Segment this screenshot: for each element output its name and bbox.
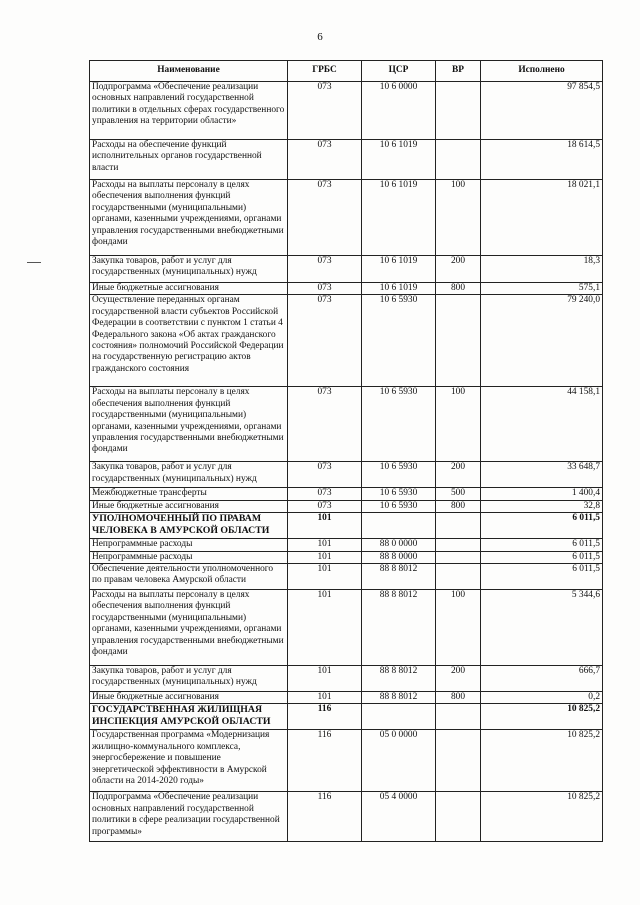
row-sum-cell: 0,2 xyxy=(481,692,603,704)
row-csr-cell: 88 0 0000 xyxy=(362,539,436,551)
table-row xyxy=(90,387,603,462)
row-csr-cell: 05 4 0000 xyxy=(362,792,436,842)
scan-edge-mark xyxy=(27,262,41,263)
header-name: Наименование xyxy=(90,61,288,82)
row-name-cell: УПОЛНОМОЧЕННЫЙ ПО ПРАВАМ ЧЕЛОВЕКА В АМУРСКОЙ ОБЛАСТИ xyxy=(90,513,288,539)
row-csr-cell xyxy=(362,704,436,730)
row-vr-cell: 100 xyxy=(436,387,481,462)
row-sum-cell: 10 825,2 xyxy=(481,730,603,792)
row-name-cell: Расходы на выплаты персоналу в целях обеспечения выполнения функций государственными (муниципальными) органами, казенными учреждениями, органами управления государственными внебюджетными фондами xyxy=(90,590,288,666)
table-row xyxy=(90,488,603,500)
row-grbs-cell: 073 xyxy=(288,256,362,283)
header-csr: ЦСР xyxy=(362,61,436,82)
row-sum-cell: 18,3 xyxy=(481,256,603,283)
row-vr-cell: 200 xyxy=(436,666,481,692)
row-name-cell: Осуществление переданных органам государственной власти субъектов Российской Федерации в соответствии с пунктом 1 статьи 4 Федерального закона «Об актах гражданского состояния» полномочий Российской Федерации на государственную регистрацию актов гражданского состояния xyxy=(90,295,288,387)
table-row xyxy=(90,140,603,180)
row-vr-cell xyxy=(436,82,481,140)
table-row xyxy=(90,462,603,488)
row-grbs-cell: 101 xyxy=(288,513,362,539)
row-name-cell: Обеспечение деятельности уполномоченного по правам человека Амурской области xyxy=(90,564,288,590)
table-row xyxy=(90,180,603,256)
row-vr-cell xyxy=(436,295,481,387)
row-sum-cell: 6 011,5 xyxy=(481,551,603,563)
page-number: 6 xyxy=(317,31,323,43)
table-row xyxy=(90,513,603,539)
row-csr-cell xyxy=(362,513,436,539)
row-csr-cell: 10 6 1019 xyxy=(362,140,436,180)
row-vr-cell xyxy=(436,704,481,730)
row-sum-cell: 1 400,4 xyxy=(481,488,603,500)
row-sum-cell: 575,1 xyxy=(481,283,603,295)
row-name-cell: Расходы на выплаты персоналу в целях обеспечения выполнения функций государственными (муниципальными) органами, казенными учреждениями, органами управления государственными внебюджетными фондами xyxy=(90,387,288,462)
row-vr-cell xyxy=(436,564,481,590)
header-vr: ВР xyxy=(436,61,481,82)
row-name-cell: Закупка товаров, работ и услуг для государственных (муниципальных) нужд xyxy=(90,462,288,488)
row-csr-cell: 10 6 1019 xyxy=(362,283,436,295)
row-grbs-cell: 073 xyxy=(288,488,362,500)
row-sum-cell: 33 648,7 xyxy=(481,462,603,488)
row-csr-cell: 10 6 1019 xyxy=(362,256,436,283)
row-vr-cell: 800 xyxy=(436,283,481,295)
row-vr-cell: 800 xyxy=(436,500,481,512)
row-grbs-cell: 073 xyxy=(288,283,362,295)
table-row xyxy=(90,256,603,283)
row-grbs-cell: 116 xyxy=(288,730,362,792)
row-vr-cell xyxy=(436,551,481,563)
row-csr-cell: 88 8 8012 xyxy=(362,590,436,666)
row-sum-cell: 32,8 xyxy=(481,500,603,512)
table-row xyxy=(90,666,603,692)
row-vr-cell xyxy=(436,792,481,842)
table-body xyxy=(90,82,603,842)
row-sum-cell: 666,7 xyxy=(481,666,603,692)
row-grbs-cell: 101 xyxy=(288,539,362,551)
row-name-cell: ГОСУДАРСТВЕННАЯ ЖИЛИЩНАЯ ИНСПЕКЦИЯ АМУРСКОЙ ОБЛАСТИ xyxy=(90,704,288,730)
row-sum-cell: 6 011,5 xyxy=(481,539,603,551)
row-name-cell: Расходы на обеспечение функций исполнительных органов государственной власти xyxy=(90,140,288,180)
row-grbs-cell: 073 xyxy=(288,180,362,256)
table-row xyxy=(90,283,603,295)
row-grbs-cell: 101 xyxy=(288,564,362,590)
row-name-cell: Закупка товаров, работ и услуг для государственных (муниципальных) нужд xyxy=(90,666,288,692)
row-grbs-cell: 101 xyxy=(288,692,362,704)
row-name-cell: Подпрограмма «Обеспечение реализации основных направлений государственной политики в сфере реализации государственной программы» xyxy=(90,792,288,842)
row-vr-cell: 200 xyxy=(436,462,481,488)
row-name-cell: Иные бюджетные ассигнования xyxy=(90,283,288,295)
row-grbs-cell: 101 xyxy=(288,666,362,692)
row-sum-cell: 5 344,6 xyxy=(481,590,603,666)
row-sum-cell: 10 825,2 xyxy=(481,792,603,842)
table-row xyxy=(90,295,603,387)
row-name-cell: Расходы на выплаты персоналу в целях обеспечения выполнения функций государственными (муниципальными) органами, казенными учреждениями, органами управления государственными внебюджетными фондами xyxy=(90,180,288,256)
row-csr-cell: 88 8 8012 xyxy=(362,564,436,590)
row-name-cell: Межбюджетные трансферты xyxy=(90,488,288,500)
row-grbs-cell: 116 xyxy=(288,792,362,842)
row-vr-cell xyxy=(436,539,481,551)
row-vr-cell: 200 xyxy=(436,256,481,283)
row-csr-cell: 88 8 8012 xyxy=(362,692,436,704)
table-row xyxy=(90,704,603,730)
table-row xyxy=(90,551,603,563)
header-sum: Исполнено xyxy=(481,61,603,82)
row-grbs-cell: 073 xyxy=(288,387,362,462)
row-grbs-cell: 073 xyxy=(288,462,362,488)
table-row xyxy=(90,730,603,792)
row-vr-cell: 500 xyxy=(436,488,481,500)
row-name-cell: Непрограммные расходы xyxy=(90,551,288,563)
row-sum-cell: 44 158,1 xyxy=(481,387,603,462)
row-grbs-cell: 073 xyxy=(288,500,362,512)
row-csr-cell: 88 8 0000 xyxy=(362,551,436,563)
table-row xyxy=(90,590,603,666)
row-vr-cell xyxy=(436,730,481,792)
row-name-cell: Государственная программа «Модернизация жилищно-коммунального комплекса, энергосбережение и повышение энергетической эффективности в Амурской области на 2014-2020 годы» xyxy=(90,730,288,792)
row-grbs-cell: 073 xyxy=(288,82,362,140)
row-csr-cell: 10 6 5930 xyxy=(362,500,436,512)
row-csr-cell: 05 0 0000 xyxy=(362,730,436,792)
budget-table xyxy=(89,60,603,842)
row-sum-cell: 6 011,5 xyxy=(481,513,603,539)
table-row xyxy=(90,692,603,704)
table-row xyxy=(90,500,603,512)
row-vr-cell: 100 xyxy=(436,180,481,256)
row-sum-cell: 79 240,0 xyxy=(481,295,603,387)
row-name-cell: Подпрограмма «Обеспечение реализации основных направлений государственной политики в отдельных сферах государственного управления на территории области» xyxy=(90,82,288,140)
row-csr-cell: 88 8 8012 xyxy=(362,666,436,692)
row-vr-cell: 800 xyxy=(436,692,481,704)
row-name-cell: Иные бюджетные ассигнования xyxy=(90,500,288,512)
row-name-cell: Иные бюджетные ассигнования xyxy=(90,692,288,704)
row-sum-cell: 18 021,1 xyxy=(481,180,603,256)
header-grbs: ГРБС xyxy=(288,61,362,82)
row-csr-cell: 10 6 5930 xyxy=(362,488,436,500)
table-row xyxy=(90,564,603,590)
row-csr-cell: 10 6 5930 xyxy=(362,462,436,488)
row-grbs-cell: 101 xyxy=(288,551,362,563)
row-vr-cell xyxy=(436,140,481,180)
row-sum-cell: 6 011,5 xyxy=(481,564,603,590)
row-grbs-cell: 073 xyxy=(288,140,362,180)
row-grbs-cell: 073 xyxy=(288,295,362,387)
row-csr-cell: 10 6 5930 xyxy=(362,295,436,387)
row-grbs-cell: 116 xyxy=(288,704,362,730)
row-csr-cell: 10 6 0000 xyxy=(362,82,436,140)
row-sum-cell: 18 614,5 xyxy=(481,140,603,180)
row-vr-cell xyxy=(436,513,481,539)
table-row xyxy=(90,539,603,551)
row-name-cell: Закупка товаров, работ и услуг для государственных (муниципальных) нужд xyxy=(90,256,288,283)
table-row xyxy=(90,82,603,140)
table-header-row xyxy=(90,61,603,82)
table-row xyxy=(90,792,603,842)
row-vr-cell: 100 xyxy=(436,590,481,666)
row-sum-cell: 97 854,5 xyxy=(481,82,603,140)
row-csr-cell: 10 6 1019 xyxy=(362,180,436,256)
row-csr-cell: 10 6 5930 xyxy=(362,387,436,462)
row-sum-cell: 10 825,2 xyxy=(481,704,603,730)
row-grbs-cell: 101 xyxy=(288,590,362,666)
row-name-cell: Непрограммные расходы xyxy=(90,539,288,551)
